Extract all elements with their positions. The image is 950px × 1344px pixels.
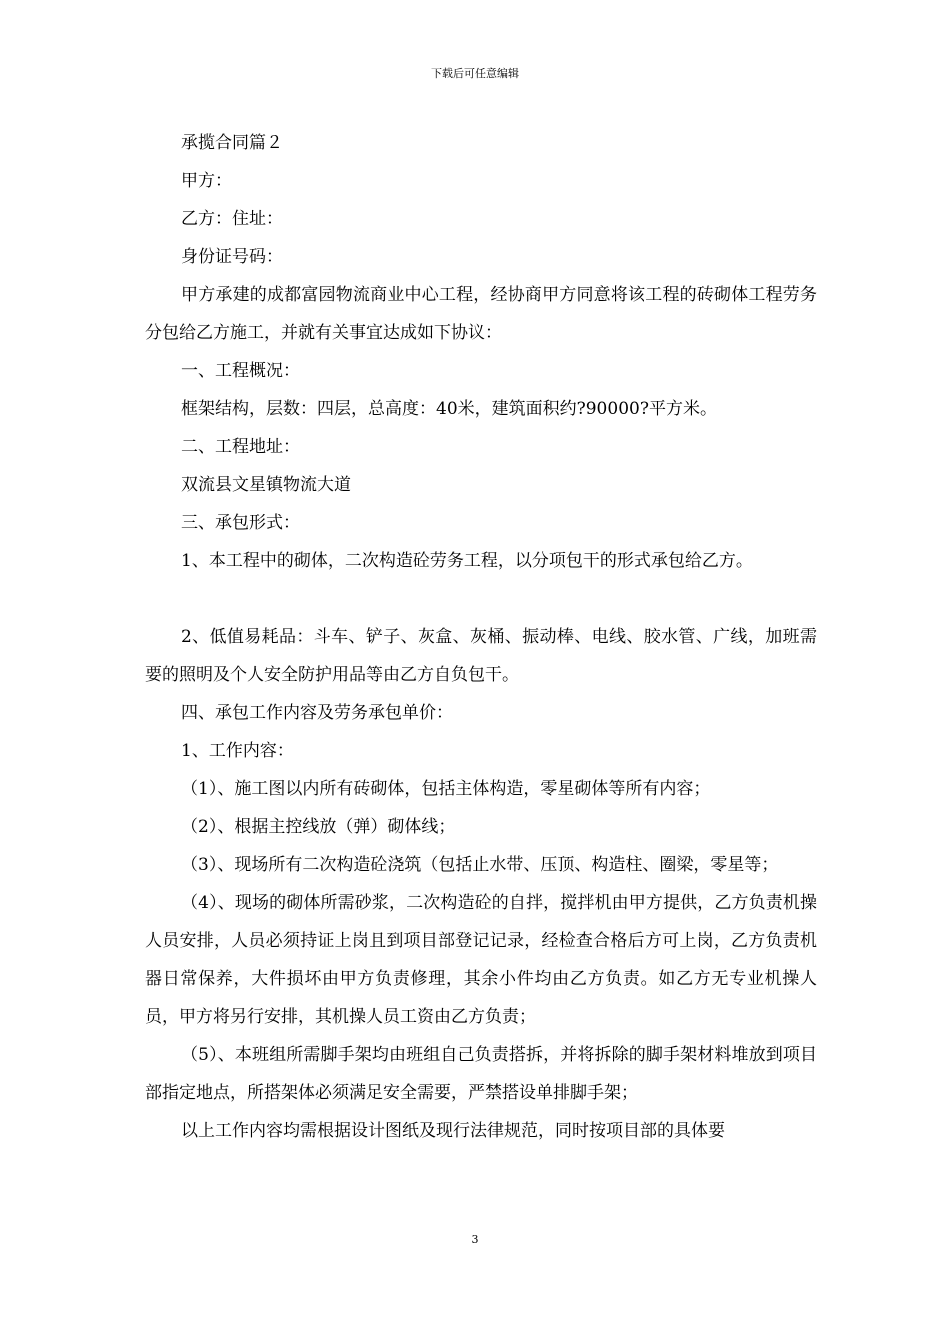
party-a-line: 甲方： <box>181 171 232 191</box>
preamble-paragraph: 甲方承建的成都富园物流商业中心工程，经协商甲方同意将该工程的砖砌体工程劳务分包给乙方施工，并就有关事宜达成如下协议： <box>145 285 817 343</box>
id-number-line: 身份证号码： <box>181 247 283 267</box>
party-b-line: 乙方：住址： <box>181 209 283 229</box>
list-item: （4）、现场的砌体所需砂浆，二次构造砼的自拌，搅拌机由甲方提供，乙方负责机操人员安排，人员必须持证上岗且到项目部登记记录，经检查合格后方可上岗，乙方负责机器日常保养，大件损坏由甲方负责修理，其余小件均由乙方负责。如乙方无专业机操人员，甲方将另行安排，其机操人员工资由乙方负责； <box>145 893 817 1027</box>
section-heading: 四、承包工作内容及劳务承包单价： <box>181 703 453 723</box>
section-heading: 三、承包形式： <box>181 513 300 533</box>
section-heading: 一、工程概况： <box>181 361 300 381</box>
section-heading: 二、工程地址： <box>181 437 300 457</box>
paragraph: 框架结构，层数：四层，总高度：40米，建筑面积约?90000?平方米。 <box>181 399 717 419</box>
paragraph: 双流县文星镇物流大道 <box>181 475 351 495</box>
document-body <box>145 124 817 1150</box>
page-header: 下载后可任意编辑 <box>431 67 519 80</box>
page-number: 3 <box>471 1233 479 1246</box>
paragraph: 以上工作内容均需根据设计图纸及现行法律规范，同时按项目部的具体要 <box>181 1121 725 1141</box>
subsection-heading: 1、工作内容： <box>181 741 294 761</box>
list-item: （3）、现场所有二次构造砼浇筑（包括止水带、压顶、构造柱、圈梁，零星等； <box>181 855 779 875</box>
paragraph: 2、低值易耗品：斗车、铲子、灰盒、灰桶、振动棒、电线、胶水管、广线，加班需要的照明及个人安全防护用品等由乙方自负包干。 <box>145 627 817 685</box>
contract-title: 承揽合同篇２ <box>181 133 283 153</box>
list-item: （2）、根据主控线放（弹）砌体线； <box>181 817 456 837</box>
list-item: （5）、本班组所需脚手架均由班组自己负责搭拆，并将拆除的脚手架材料堆放到项目部指定地点，所搭架体必须满足安全需要，严禁搭设单排脚手架； <box>145 1045 817 1103</box>
paragraph: 1、本工程中的砌体，二次构造砼劳务工程，以分项包干的形式承包给乙方。 <box>181 551 753 571</box>
list-item: （1）、施工图以内所有砖砌体，包括主体构造，零星砌体等所有内容； <box>181 779 711 799</box>
